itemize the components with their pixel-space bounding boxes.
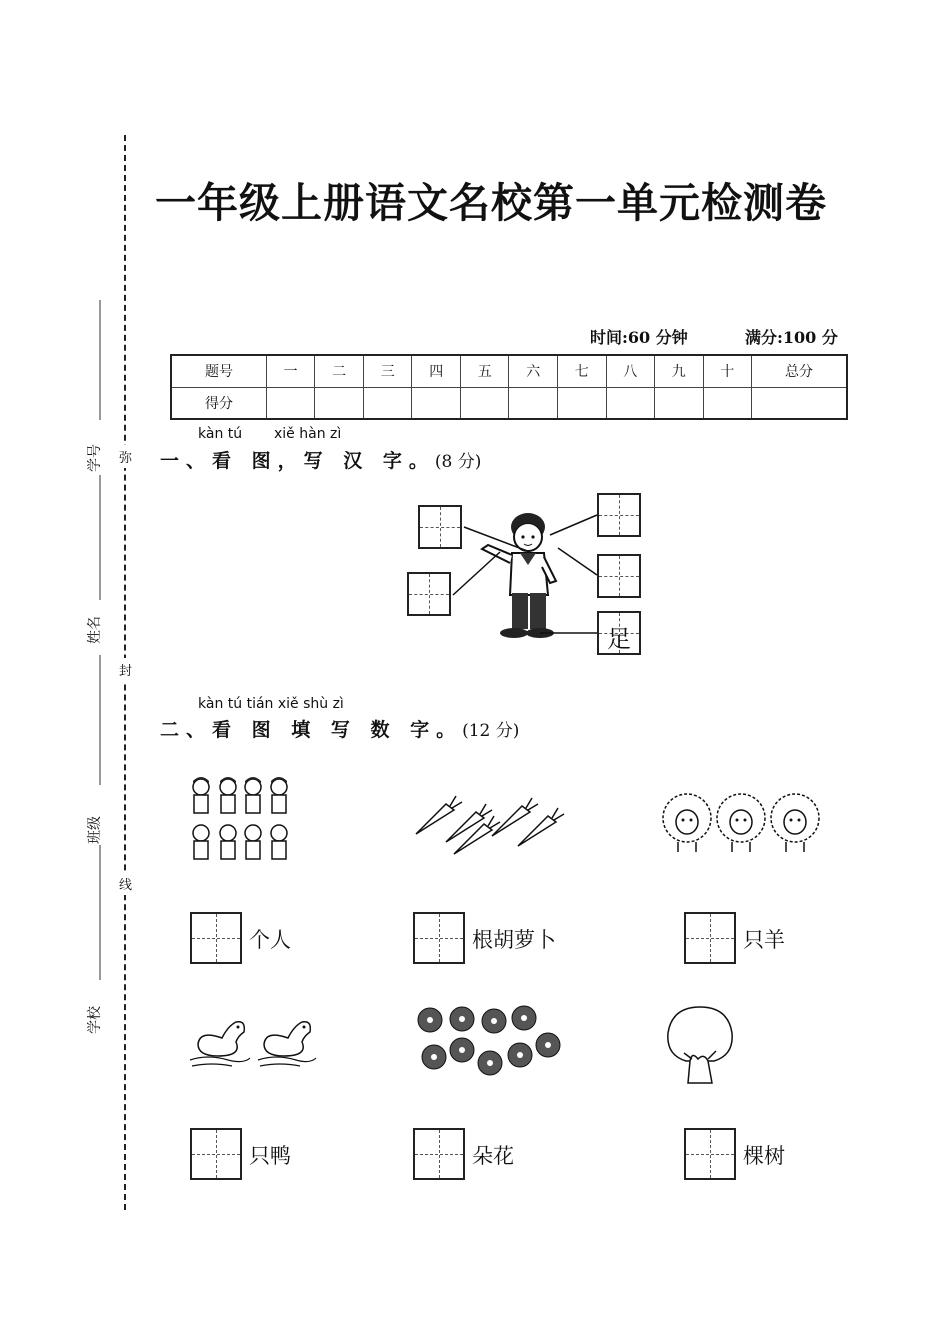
unit-flowers: 朵花 [472,1144,514,1168]
people-group-icon [188,775,293,870]
seal-char-mi: 弥 [119,445,132,468]
table-cell: 六 [509,355,558,387]
q1-answer-box-right-2[interactable] [597,554,641,598]
q2-answer-box-trees[interactable] [684,1128,736,1180]
field-label-student-number: 学号 [87,444,103,472]
table-cell: 五 [460,355,509,387]
table-cell: 八 [606,355,655,387]
unit-people: 个人 [249,928,291,952]
q1-filled-char: 足 [607,625,631,653]
tree-icon [660,1003,740,1088]
time-limit: 时间:60 分钟 [590,328,688,347]
score-table-score-row [171,387,847,419]
table-cell: 四 [412,355,461,387]
ducks-icon [188,1012,318,1072]
unit-carrots: 根胡萝卜 [472,928,556,952]
carrots-icon [410,790,565,860]
seal-char-xian: 线 [119,872,132,895]
score-cell[interactable] [752,387,847,419]
full-score: 满分:100 分 [745,328,838,347]
q2-answer-box-people[interactable] [190,912,242,964]
q1-points: (8 分) [434,452,482,472]
score-cell[interactable] [703,387,752,419]
unit-ducks: 只鸭 [249,1144,291,1168]
table-cell: 总分 [752,355,847,387]
q1-answer-box-right-1[interactable] [597,493,641,537]
q2-label: 二、看 图 填 写 数 字。 [160,719,463,741]
q2-heading [160,715,519,742]
q1-answer-box-right-3[interactable] [597,611,641,655]
score-cell[interactable] [509,387,558,419]
flowers-icon [412,1005,562,1085]
q2-points: (12 分) [462,721,520,741]
score-table [170,354,848,420]
score-cell[interactable] [412,387,461,419]
field-label-school: 学校 [87,1006,103,1034]
table-cell: 二 [315,355,364,387]
table-cell: 九 [655,355,704,387]
table-cell: 一 [266,355,315,387]
q2-pinyin: kàn tú tián xiě shù zì [198,696,344,712]
score-cell[interactable] [606,387,655,419]
q1-answer-box-left-bottom[interactable] [407,572,451,616]
q2-answer-box-flowers[interactable] [413,1128,465,1180]
score-table-header-row [171,355,847,387]
table-cell: 得分 [171,387,266,419]
score-cell[interactable] [315,387,364,419]
q1-heading [160,446,481,473]
q2-answer-box-carrots[interactable] [413,912,465,964]
score-cell[interactable] [460,387,509,419]
q1-pinyin-xiehanzi: xiě hàn zì [274,426,342,442]
unit-trees: 棵树 [743,1144,785,1168]
table-cell: 三 [363,355,412,387]
q2-answer-box-sheep[interactable] [684,912,736,964]
unit-sheep: 只羊 [743,928,785,952]
sidebar-field-lines [85,300,115,1000]
table-cell: 十 [703,355,752,387]
score-cell[interactable] [266,387,315,419]
q1-label: 一、看 图，写 汉 字。 [160,450,435,472]
score-cell[interactable] [558,387,607,419]
q1-answer-box-left-top[interactable] [418,505,462,549]
score-cell[interactable] [363,387,412,419]
sheep-icon [660,790,835,855]
q2-answer-box-ducks[interactable] [190,1128,242,1180]
field-label-name: 姓名 [87,616,103,644]
table-cell: 七 [558,355,607,387]
score-cell[interactable] [655,387,704,419]
field-label-class: 班级 [87,816,103,844]
page-title: 一年级上册语文名校第一单元检测卷 [155,179,827,227]
table-cell: 题号 [171,355,266,387]
seal-char-feng: 封 [119,658,132,681]
q1-pinyin-kantu: kàn tú [198,426,243,442]
